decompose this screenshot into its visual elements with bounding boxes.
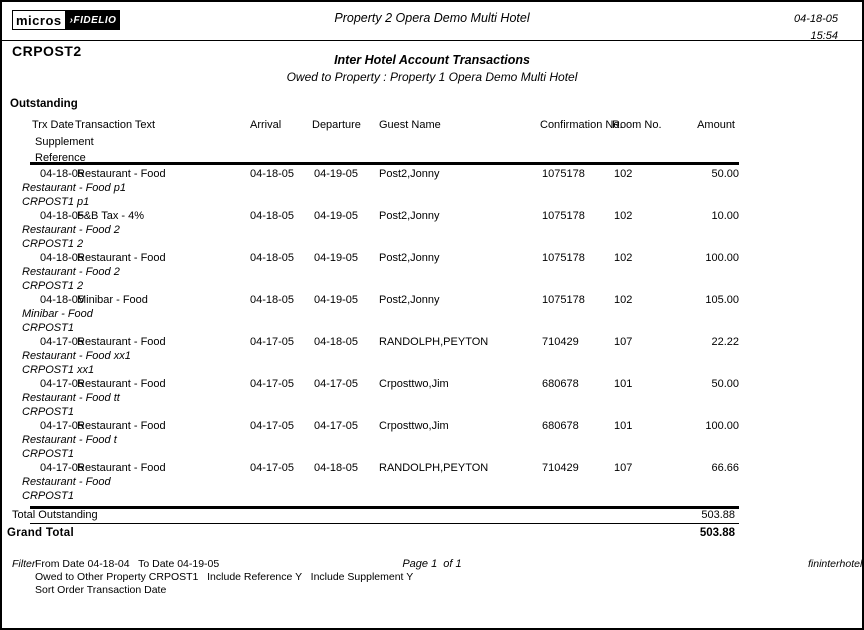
cell-room-no: 107 xyxy=(614,462,633,474)
cell-amount: 100.00 xyxy=(705,252,739,264)
cell-departure: 04-18-05 xyxy=(314,336,359,348)
table-row xyxy=(2,251,864,293)
logo-fidelio-text: ›FIDELIO xyxy=(66,10,121,30)
cell-trx-date: 04-17-05 xyxy=(40,378,85,390)
cell-trx-date: 04-18-05 xyxy=(40,168,85,180)
cell-supplement: Restaurant - Food xx1 xyxy=(22,350,131,362)
table-row xyxy=(2,293,864,335)
cell-room-no: 102 xyxy=(614,294,633,306)
cell-reference: CRPOST1 xyxy=(22,406,74,418)
cell-reference: CRPOST1 xyxy=(22,448,74,460)
cell-room-no: 102 xyxy=(614,168,633,180)
table-row xyxy=(2,335,864,377)
cell-room-no: 101 xyxy=(614,378,633,390)
cell-transaction-text: Restaurant - Food xyxy=(77,336,166,348)
cell-departure: 04-17-05 xyxy=(314,378,359,390)
cell-confirmation-no: 1075178 xyxy=(542,210,585,222)
cell-supplement: Restaurant - Food tt xyxy=(22,392,120,404)
report-file-name: fininterhotel xyxy=(808,558,863,570)
col-header-arrival: Arrival xyxy=(250,119,282,131)
cell-reference: CRPOST1 2 xyxy=(22,238,84,250)
cell-guest-name: Crposttwo,Jim xyxy=(379,378,449,390)
table-row xyxy=(2,419,864,461)
cell-arrival: 04-18-05 xyxy=(250,294,295,306)
cell-guest-name: Post2,Jonny xyxy=(379,294,440,306)
cell-arrival: 04-18-05 xyxy=(250,252,295,264)
cell-amount: 22.22 xyxy=(711,336,739,348)
cell-guest-name: Post2,Jonny xyxy=(379,252,440,264)
cell-trx-date: 04-17-05 xyxy=(40,336,85,348)
page-number: Page 1 of 1 xyxy=(402,558,462,570)
col-header-reference: Reference xyxy=(35,152,86,164)
cell-arrival: 04-17-05 xyxy=(250,462,295,474)
cell-departure: 04-19-05 xyxy=(314,210,359,222)
col-header-trx-date: Trx Date xyxy=(32,119,74,131)
cell-reference: CRPOST1 xyxy=(22,322,74,334)
cell-guest-name: RANDOLPH,PEYTON xyxy=(379,336,489,348)
grand-total-value: 503.88 xyxy=(699,527,735,539)
cell-departure: 04-18-05 xyxy=(314,462,359,474)
report-time: 15:54 xyxy=(810,30,838,42)
cell-arrival: 04-18-05 xyxy=(250,168,295,180)
cell-amount: 66.66 xyxy=(711,462,739,474)
cell-trx-date: 04-18-05 xyxy=(40,252,85,264)
cell-supplement: Minibar - Food xyxy=(22,308,93,320)
col-header-confirmation-no: Confirmation No. xyxy=(540,119,623,131)
table-row xyxy=(2,209,864,251)
cell-supplement: Restaurant - Food 2 xyxy=(22,224,120,236)
cell-trx-date: 04-18-05 xyxy=(40,294,85,306)
cell-room-no: 102 xyxy=(614,252,633,264)
cell-transaction-text: Minibar - Food xyxy=(77,294,148,306)
col-header-supplement: Supplement xyxy=(35,136,94,148)
cell-guest-name: Post2,Jonny xyxy=(379,210,440,222)
cell-reference: CRPOST1 p1 xyxy=(22,196,90,208)
table-bottom-rule xyxy=(30,506,739,509)
cell-guest-name: RANDOLPH,PEYTON xyxy=(379,462,489,474)
cell-room-no: 107 xyxy=(614,336,633,348)
cell-amount: 10.00 xyxy=(711,210,739,222)
logo-micros-text: micros xyxy=(12,10,66,30)
cell-departure: 04-19-05 xyxy=(314,294,359,306)
cell-guest-name: Post2,Jonny xyxy=(379,168,440,180)
total-divider-rule xyxy=(30,523,739,524)
col-header-guest-name: Guest Name xyxy=(379,119,441,131)
cell-departure: 04-19-05 xyxy=(314,168,359,180)
cell-confirmation-no: 1075178 xyxy=(542,168,585,180)
cell-confirmation-no: 680678 xyxy=(542,420,579,432)
total-outstanding-label: Total Outstanding xyxy=(12,509,98,521)
cell-confirmation-no: 1075178 xyxy=(542,294,585,306)
header-divider xyxy=(2,40,864,41)
cell-confirmation-no: 710429 xyxy=(542,462,579,474)
table-top-rule xyxy=(30,162,739,165)
filter-line-property: Owed to Other Property CRPOST1 Include Reference Y Include Supplement Y xyxy=(35,571,414,583)
cell-confirmation-no: 680678 xyxy=(542,378,579,390)
cell-departure: 04-19-05 xyxy=(314,252,359,264)
cell-reference: CRPOST1 xyxy=(22,490,74,502)
transaction-rows xyxy=(2,167,864,503)
cell-trx-date: 04-17-05 xyxy=(40,462,85,474)
cell-supplement: Restaurant - Food t xyxy=(22,434,117,446)
cell-departure: 04-17-05 xyxy=(314,420,359,432)
filter-line-dates: From Date 04-18-04 To Date 04-19-05 xyxy=(35,558,220,570)
cell-amount: 100.00 xyxy=(705,420,739,432)
cell-supplement: Restaurant - Food p1 xyxy=(22,182,126,194)
table-row xyxy=(2,167,864,209)
cell-guest-name: Crposttwo,Jim xyxy=(379,420,449,432)
col-header-transaction-text: Transaction Text xyxy=(75,119,156,131)
cell-confirmation-no: 1075178 xyxy=(542,252,585,264)
cell-amount: 105.00 xyxy=(705,294,739,306)
cell-arrival: 04-17-05 xyxy=(250,420,295,432)
report-title: Inter Hotel Account Transactions xyxy=(334,53,530,67)
cell-trx-date: 04-18-05 xyxy=(40,210,85,222)
cell-amount: 50.00 xyxy=(711,168,739,180)
col-header-departure: Departure xyxy=(312,119,361,131)
table-row xyxy=(2,461,864,503)
filter-label: Filter xyxy=(12,558,36,570)
cell-arrival: 04-17-05 xyxy=(250,336,295,348)
section-outstanding-label: Outstanding xyxy=(10,98,78,110)
cell-supplement: Restaurant - Food xyxy=(22,476,111,488)
cell-transaction-text: Restaurant - Food xyxy=(77,252,166,264)
cell-supplement: Restaurant - Food 2 xyxy=(22,266,120,278)
cell-reference: CRPOST1 xx1 xyxy=(22,364,95,376)
report-code: CRPOST2 xyxy=(12,43,82,59)
property-title: Property 2 Opera Demo Multi Hotel xyxy=(334,11,530,25)
cell-transaction-text: Restaurant - Food xyxy=(77,462,166,474)
total-outstanding-value: 503.88 xyxy=(701,509,735,521)
cell-amount: 50.00 xyxy=(711,378,739,390)
cell-transaction-text: Restaurant - Food xyxy=(77,420,166,432)
cell-room-no: 102 xyxy=(614,210,633,222)
cell-arrival: 04-17-05 xyxy=(250,378,295,390)
cell-room-no: 101 xyxy=(614,420,633,432)
cell-confirmation-no: 710429 xyxy=(542,336,579,348)
cell-transaction-text: Restaurant - Food xyxy=(77,168,166,180)
filter-line-sort: Sort Order Transaction Date xyxy=(35,584,167,596)
cell-transaction-text: F&B Tax - 4% xyxy=(77,210,145,222)
col-header-amount: Amount xyxy=(697,119,735,131)
cell-transaction-text: Restaurant - Food xyxy=(77,378,166,390)
cell-reference: CRPOST1 2 xyxy=(22,280,84,292)
cell-trx-date: 04-17-05 xyxy=(40,420,85,432)
col-header-room-no: Room No. xyxy=(612,119,662,131)
report-date: 04-18-05 xyxy=(793,13,838,25)
cell-arrival: 04-18-05 xyxy=(250,210,295,222)
report-subtitle: Owed to Property : Property 1 Opera Demo Multi Hotel xyxy=(286,70,578,84)
table-row xyxy=(2,377,864,419)
grand-total-label: Grand Total xyxy=(7,527,74,539)
